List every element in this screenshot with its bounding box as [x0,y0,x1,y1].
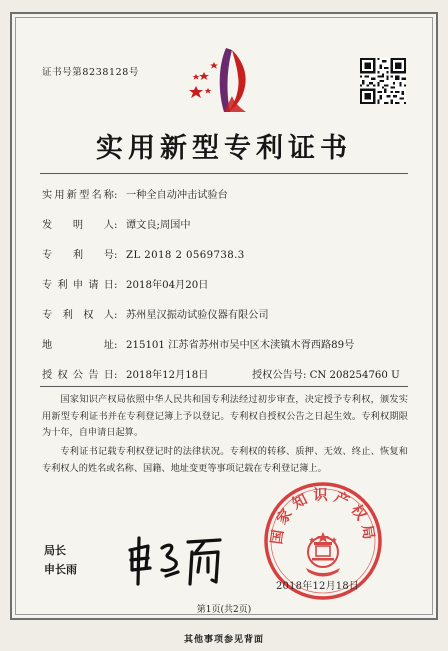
field-value: 2018年04月20日 [126,280,209,291]
field-label: 专利权人 [42,310,114,321]
page-number: 第1页(共2页) [196,605,252,615]
field-value: 215101 江苏省苏州市吴中区木渎镇木胥西路89号 [126,340,355,351]
middle-divider [40,386,408,387]
field-label: 地址 [42,340,114,351]
svg-text:国家知识产权局: 国家知识产权局 [269,488,377,546]
field-filing-date: 专利申请日: 2018年04月20日 [42,276,208,291]
field-value: CN 208254760 U [309,370,400,381]
field-label: 发明人 [42,220,114,231]
field-value: 苏州星汉振动试验仪器有限公司 [126,310,269,321]
field-label: 授权公告号 [252,370,303,381]
field-announcement-number: 授权公告号: CN 208254760 U [252,370,400,381]
field-patent-number: 专利号: ZL 2018 2 0569738.3 [42,246,245,261]
field-value: 2018年12月18日 [126,370,209,381]
qr-code-icon [360,58,406,104]
field-label: 专利号 [42,250,114,261]
patent-office-emblem-icon [182,40,266,120]
field-patentee: 专利权人: 苏州星汉振动试验仪器有限公司 [42,306,269,321]
field-address: 地址: 215101 江苏省苏州市吴中区木渎镇木胥西路89号 [42,336,354,351]
commissioner-name: 申长雨 [44,563,77,576]
field-label: 实用新型名称 [42,190,114,201]
field-inventors: 发明人: 谭文良;周国中 [42,216,191,231]
certificate-number: 证书号第8238128号 [42,67,140,78]
back-side-note: 其他事项参见背面 [183,635,264,645]
seal-date: 2018年12月18日 [276,581,360,592]
certificate-title: 实用新型专利证书 [96,133,352,164]
field-value: 谭文良;周国中 [126,220,191,231]
body-paragraph-legal-status: 专利证书记载专利权登记时的法律状况。专利权的转移、质押、无效、终止、恢复和专利权人的姓名或名称、国籍、地址变更等事项记载在专利登记簿上。 [42,446,408,474]
field-grant-date: 授权公告日: 2018年12月18日 [42,366,208,381]
field-utility-model-name: 实用新型名称: 一种全自动冲击试验台 [42,186,228,201]
field-label: 授权公告日 [42,370,114,381]
commissioner-title: 局长 [44,544,66,557]
top-divider [40,173,408,174]
body-paragraph-grant: 国家知识产权局依照中华人民共和国专利法经过初步审查，决定授予专利权，颁发实用新型专利证书并在专利登记簿上予以登记。专利权自授权公告之日起生效。专利权期限为十年，自申请日起算。 [42,394,408,438]
field-value: ZL 2018 2 0569738.3 [126,250,245,261]
field-value: 一种全自动冲击试验台 [126,190,228,201]
field-label: 专利申请日 [42,280,114,291]
handwritten-signature [124,532,224,588]
